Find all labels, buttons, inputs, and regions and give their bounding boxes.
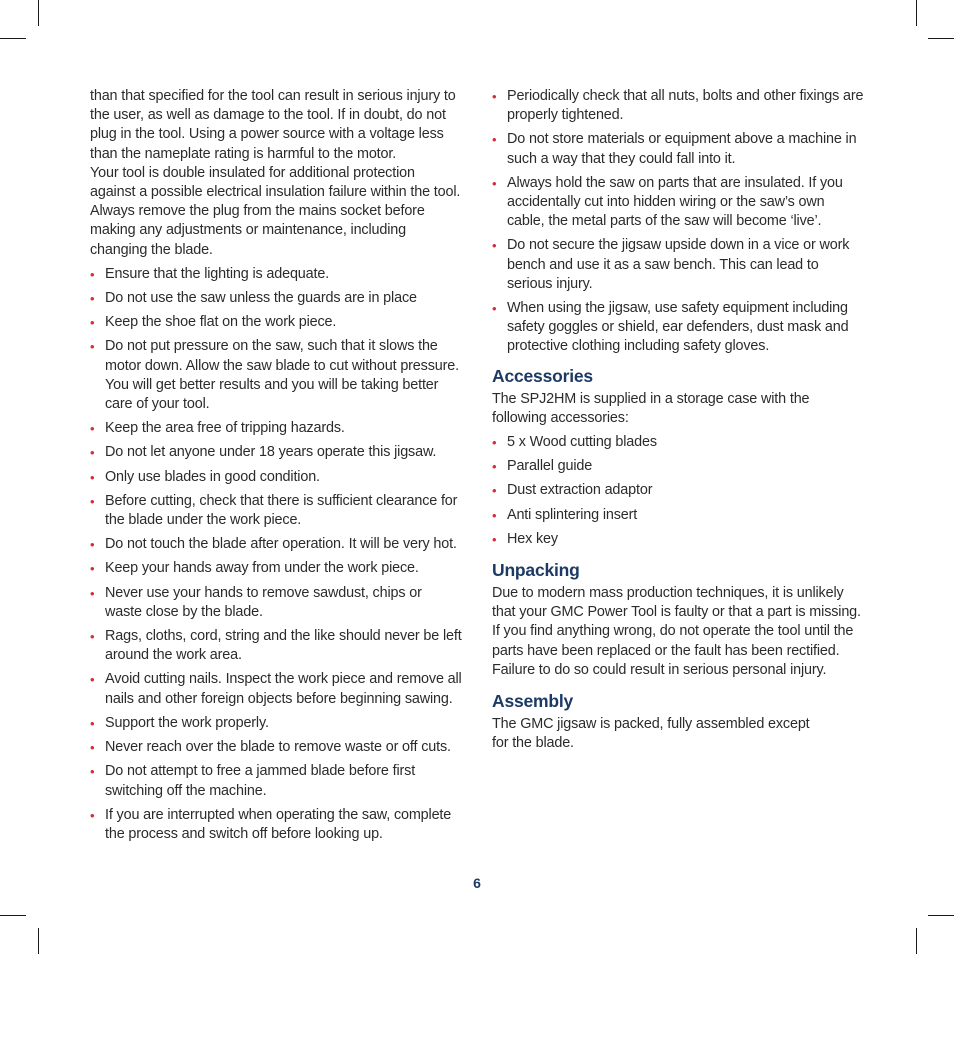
crop-mark	[916, 0, 917, 26]
list-item	[90, 762, 462, 800]
bullet-icon: •	[90, 493, 95, 509]
list-item	[90, 265, 462, 284]
crop-mark	[0, 915, 26, 916]
list-item-text: Never reach over the blade to remove waste or off cuts.	[105, 739, 451, 756]
accessories-list	[492, 433, 864, 549]
assembly-text: The GMC jigsaw is packed, fully assembled except for the blade.	[492, 716, 810, 752]
list-item	[90, 714, 462, 733]
unpacking-text: Due to modern mass production techniques, it is unlikely that your GMC Power Tool is faulty or that a part is missing. If you find anything wrong, do not operate the tool until the parts have been replaced or the fault has been rectified. Failure to do so could result in serious personal injury.	[492, 585, 861, 678]
list-item-text: Do not attempt to free a jammed blade before first switching off the machine.	[105, 763, 416, 799]
list-item	[492, 130, 864, 168]
bullet-icon: •	[90, 672, 95, 688]
list-item	[492, 457, 864, 476]
list-item-text: Keep your hands away from under the work piece.	[105, 560, 419, 577]
assembly-heading: Assembly	[492, 691, 574, 712]
list-item	[90, 806, 462, 844]
crop-mark	[38, 928, 39, 954]
list-item-text: Parallel guide	[507, 458, 593, 475]
list-item-text: Dust extraction adaptor	[507, 482, 653, 499]
crop-mark	[916, 928, 917, 954]
bullet-icon: •	[492, 301, 497, 317]
left-column	[90, 87, 462, 844]
list-item-text: Avoid cutting nails. Inspect the work piece and remove all nails and other foreign objects before beginning sawing.	[105, 671, 462, 707]
bullet-icon: •	[492, 507, 497, 523]
list-item-text: Never use your hands to remove sawdust, chips or waste close by the blade.	[105, 584, 422, 620]
bullet-icon: •	[90, 266, 95, 282]
bullet-icon: •	[90, 585, 95, 601]
list-item-text: Keep the shoe flat on the work piece.	[105, 314, 337, 331]
list-item	[90, 468, 462, 487]
crop-mark	[38, 0, 39, 26]
bullet-icon: •	[492, 175, 497, 191]
accessories-text: The SPJ2HM is supplied in a storage case with the following accessories:	[492, 390, 810, 426]
crop-mark	[0, 38, 26, 39]
list-item	[90, 738, 462, 757]
intro-paragraph: Your tool is double insulated for additional protection against a possible electrical insulation failure within the tool.	[90, 164, 461, 201]
list-item	[492, 433, 864, 452]
bullet-icon: •	[90, 561, 95, 577]
bullet-icon: •	[90, 339, 95, 355]
list-item-text: Do not secure the jigsaw upside down in a vice or work bench and use it as a saw bench. This can lead to serious injury.	[507, 237, 850, 292]
list-item-text: Do not let anyone under 18 years operate this jigsaw.	[105, 444, 437, 461]
bullet-icon: •	[492, 132, 497, 148]
list-item-text: Do not touch the blade after operation. It will be very hot.	[105, 536, 457, 553]
list-item-text: If you are interrupted when operating the saw, complete the process and switch off before looking up.	[105, 806, 452, 842]
bullet-icon: •	[492, 459, 497, 475]
crop-mark	[928, 915, 954, 916]
list-item	[492, 236, 864, 294]
list-item-text: Rags, cloths, cord, string and the like should never be left around the work area.	[105, 628, 462, 664]
safety-bullet-list	[492, 87, 864, 357]
safety-bullet-list	[90, 265, 462, 844]
bullet-icon: •	[492, 483, 497, 499]
list-item-text: Support the work properly.	[105, 714, 269, 731]
list-item-text: 5 x Wood cutting blades	[507, 434, 657, 451]
list-item	[492, 87, 864, 125]
bullet-icon: •	[492, 89, 497, 104]
list-item-text: When using the jigsaw, use safety equipment including safety goggles or shield, ear defenders, dust mask and protective clothing including safety gloves.	[507, 300, 849, 355]
bullet-icon: •	[90, 629, 95, 645]
list-item	[492, 530, 864, 549]
list-item-text: Before cutting, check that there is sufficient clearance for the blade under the work piece.	[105, 492, 458, 529]
list-item	[90, 492, 462, 530]
list-item	[492, 481, 864, 500]
intro-paragraph: than that specified for the tool can result in serious injury to the user, as well as damage to the tool. If in doubt, do not plug in the tool. Using a power source with a voltage less than the nameplate rating is harmful to the motor.	[90, 88, 456, 162]
list-item	[90, 670, 462, 708]
list-item-text: Always hold the saw on parts that are insulated. If you accidentally cut into hidden wiring or the saw’s own cable, the metal parts of the saw will become ‘live’.	[507, 174, 843, 230]
list-item	[492, 174, 864, 232]
list-item-text: Anti splintering insert	[507, 506, 638, 523]
crop-mark	[928, 38, 954, 39]
bullet-icon: •	[90, 740, 95, 756]
list-item-text: Do not store materials or equipment above a machine in such a way that they could fall into it.	[507, 131, 857, 167]
bullet-icon: •	[90, 315, 95, 331]
list-item-text: Only use blades in good condition.	[105, 468, 320, 485]
list-item-text: Hex key	[507, 530, 558, 547]
list-item	[90, 419, 462, 438]
list-item-text: Do not put pressure on the saw, such that it slows the motor down. Allow the saw blade to cut without pressure. You will get better results and you will be taking better care of your tool.	[105, 338, 459, 413]
list-item	[90, 443, 462, 462]
list-item	[90, 627, 462, 665]
list-item	[90, 559, 462, 578]
intro-paragraph: Always remove the plug from the mains socket before making any adjustments or maintenance, including changing the blade.	[90, 203, 425, 258]
list-item-text: Keep the area free of tripping hazards.	[105, 420, 345, 437]
list-item	[90, 289, 462, 308]
bullet-icon: •	[90, 715, 95, 731]
bullet-icon: •	[90, 807, 95, 823]
bullet-icon: •	[90, 445, 95, 461]
list-item-text: Ensure that the lighting is adequate.	[105, 265, 330, 282]
list-item	[90, 535, 462, 554]
right-column	[492, 87, 864, 753]
list-item-text: Do not use the saw unless the guards are in place	[105, 290, 417, 307]
list-item	[492, 299, 864, 357]
bullet-icon: •	[90, 291, 95, 307]
bullet-icon: •	[492, 238, 497, 254]
bullet-icon: •	[492, 531, 497, 547]
bullet-icon: •	[90, 537, 95, 553]
list-item-text: Periodically check that all nuts, bolts and other fixings are properly tightened.	[507, 88, 864, 124]
accessories-heading: Accessories	[492, 365, 593, 386]
list-item	[90, 337, 462, 414]
bullet-icon: •	[90, 764, 95, 780]
page-number: 6	[473, 875, 481, 891]
unpacking-heading: Unpacking	[492, 560, 580, 581]
bullet-icon: •	[90, 421, 95, 437]
list-item	[492, 506, 864, 525]
list-item	[90, 313, 462, 332]
bullet-icon: •	[90, 469, 95, 485]
list-item	[90, 584, 462, 622]
bullet-icon: •	[492, 435, 497, 451]
